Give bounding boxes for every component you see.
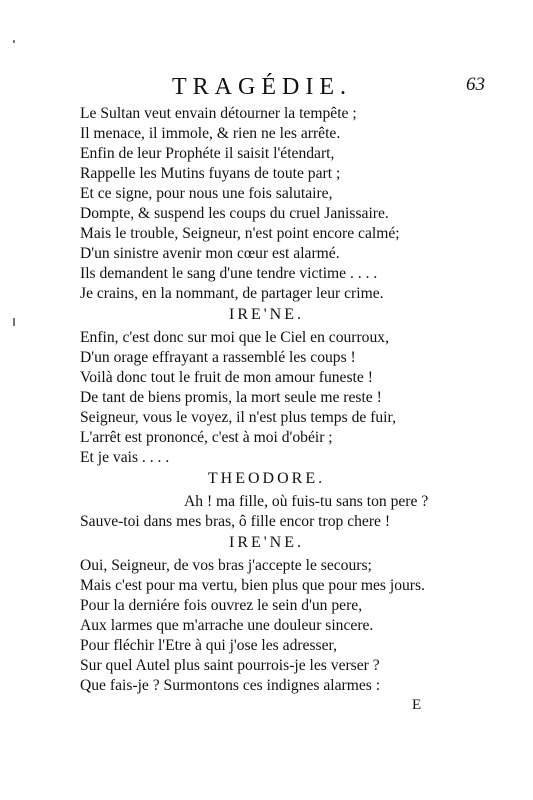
verse-line: De tant de biens promis, la mort seule me reste ! bbox=[80, 389, 382, 406]
verse-line: Et je vais . . . . bbox=[80, 449, 170, 466]
verse-line: Dompte, & suspend les coups du cruel Janissaire. bbox=[80, 205, 389, 222]
running-head bbox=[0, 74, 533, 104]
verse-line-indented: Ah ! ma fille, où fuis-tu sans ton pere ? bbox=[184, 493, 429, 510]
verse-line: Sur quel Autel plus saint pourrois-je les verser ? bbox=[80, 657, 380, 674]
verse-line: Rappelle les Mutins fuyans de toute part ; bbox=[80, 165, 341, 182]
verse-line: Le Sultan veut envain détourner la tempête ; bbox=[80, 105, 357, 122]
verse-line: Et ce signe, pour nous une fois salutaire, bbox=[80, 185, 333, 202]
verse-line: Je crains, en la nommant, de partager leur crime. bbox=[80, 285, 384, 302]
speaker-name: THEODORE. bbox=[207, 470, 326, 487]
verse-line: Pour fléchir l'Etre à qui j'ose les adresser, bbox=[80, 637, 338, 654]
verse-line: Que fais-je ? Surmontons ces indignes alarmes : bbox=[80, 677, 381, 694]
page-number: 63 bbox=[466, 74, 485, 95]
verse-line: D'un sinistre avenir mon cœur est alarmé. bbox=[80, 245, 340, 262]
verse-line: Sauve-toi dans mes bras, ô fille encor trop chere ! bbox=[80, 513, 391, 530]
verse-line: Seigneur, vous le voyez, il n'est plus temps de fuir, bbox=[80, 409, 396, 426]
verse-line: Voilà donc tout le fruit de mon amour funeste ! bbox=[80, 369, 373, 386]
catchword: E bbox=[412, 697, 422, 713]
verse-line: Ils demandent le sang d'une tendre victime . . . . bbox=[80, 265, 378, 282]
verse-line: Aux larmes que m'arrache une douleur sincere. bbox=[80, 617, 374, 634]
speaker-name: IRE'NE. bbox=[229, 306, 304, 323]
verse-line: Pour la derniére fois ouvrez le sein d'un pere, bbox=[80, 597, 363, 614]
verse-line: Oui, Seigneur, de vos bras j'accepte le secours; bbox=[80, 557, 372, 574]
running-title: TRAGÉDIE. bbox=[172, 74, 352, 100]
verse-line: Mais c'est pour ma vertu, bien plus que pour mes jours. bbox=[80, 577, 425, 594]
verse-line: Mais le trouble, Seigneur, n'est point encore calmé; bbox=[80, 225, 400, 242]
speaker-name: IRE'NE. bbox=[229, 534, 304, 551]
margin-mark bbox=[13, 40, 15, 43]
verse-line: Enfin de leur Prophéte il saisit l'étendart, bbox=[80, 145, 335, 162]
verse-line: D'un orage effrayant a rassemblé les coups ! bbox=[80, 349, 356, 366]
verse-line: L'arrêt est prononcé, c'est à moi d'obéir ; bbox=[80, 429, 333, 446]
verse-line: Enfin, c'est donc sur moi que le Ciel en courroux, bbox=[80, 329, 389, 346]
verse-line: Il menace, il immole, & rien ne les arrête. bbox=[80, 125, 341, 142]
